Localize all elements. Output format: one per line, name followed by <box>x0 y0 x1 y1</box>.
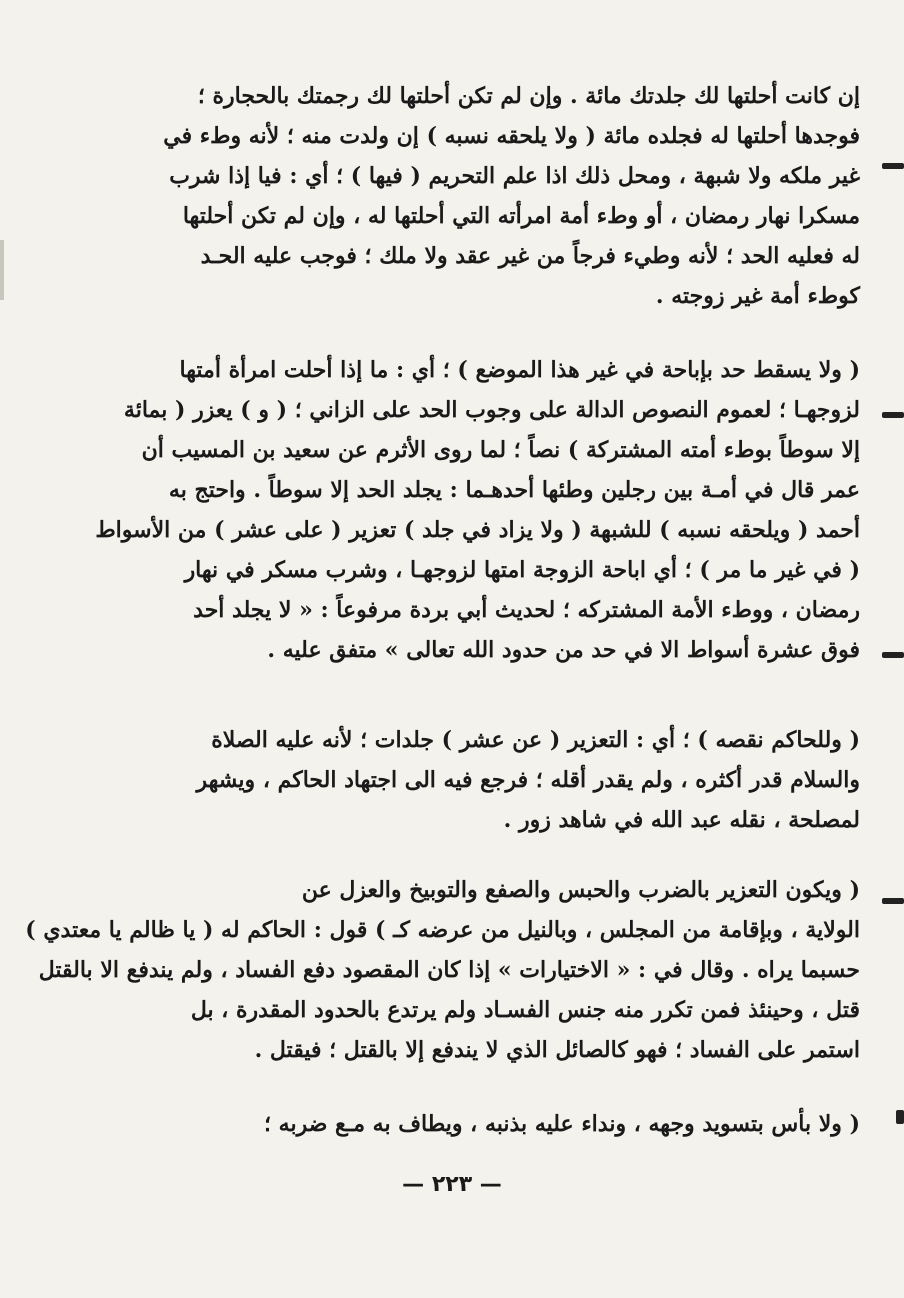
text-line: ( ولا بأس بتسويد وجهه ، ونداء عليه بذنبه ، ويطاف به مـع ضربه ؛ <box>264 1111 860 1137</box>
text-line: له فعليه الحد ؛ لأنه وطيء فرجاً من غير عقد ولا ملك ؛ فوجب عليه الحـد <box>200 243 860 269</box>
text-line: قتل ، وحينئذ فمن تكرر منه جنس الفسـاد ولم يرتدع بالحدود المقدرة ، بل <box>190 997 860 1023</box>
text-line: ( في غير ما مر ) ؛ أي اباحة الزوجة امتها لزوجهـا ، وشرب مسكر في نهار <box>184 557 860 583</box>
text-line: لمصلحة ، نقله عبد الله في شاهد زور . <box>503 807 860 833</box>
text-line: استمر على الفساد ؛ فهو كالصائل الذي لا يندفع إلا بالقتل ؛ فيقتل . <box>254 1037 860 1063</box>
margin-mark <box>882 898 904 904</box>
binding-shadow <box>0 240 4 300</box>
text-line: كوطء أمة غير زوجته . <box>655 283 860 309</box>
text-line: ( وللحاكم نقصه ) ؛ أي : التعزير ( عن عشر ) جلدات ؛ لأنه عليه الصلاة <box>211 727 860 753</box>
text-line: حسبما يراه . وقال في : « الاختيارات » إذا كان المقصود دفع الفساد ، ولم يندفع الا بالقتل <box>38 957 860 983</box>
text-line: إلا سوطاً بوطء أمته المشتركة ) نصاً ؛ لما روى الأثرم عن سعيد بن المسيب أن <box>141 437 860 463</box>
text-line: ( ولا يسقط حد بإباحة في غير هذا الموضع ) ؛ أي : ما إذا أحلت امرأة أمتها <box>179 357 860 383</box>
text-line: عمر قال في أمـة بين رجلين وطئها أحدهـما : يجلد الحد إلا سوطاً . واحتج به <box>168 477 860 503</box>
paragraph-2 <box>95 350 860 670</box>
margin-mark <box>882 652 904 658</box>
paragraph-4 <box>25 870 860 1070</box>
text-line: فوق عشرة أسواط الا في حد من حدود الله تعالى » متفق عليه . <box>267 637 860 663</box>
text-line: غير ملكه ولا شبهة ، ومحل ذلك اذا علم التحريم ( فيها ) ؛ أي : فيا إذا شرب <box>169 163 860 189</box>
margin-mark <box>882 163 904 169</box>
text-line: فوجدها أحلتها له فجلده مائة ( ولا يلحقه نسبه ) إن ولدت منه ؛ لأنه وطء في <box>163 123 860 149</box>
paragraph-1 <box>163 76 860 316</box>
page-number: — ٢٢٣ — <box>402 1172 502 1197</box>
text-line: لزوجهـا ؛ لعموم النصوص الدالة على وجوب الحد على الزاني ؛ ( و ) يعزر ( بمائة <box>123 397 860 423</box>
paragraph-5 <box>180 1104 860 1144</box>
paragraph-3 <box>180 720 860 840</box>
text-line: مسكرا نهار رمضان ، أو وطء أمة امرأته التي أحلتها له ، وإن لم تكن أحلتها <box>182 203 860 229</box>
text-line: والسلام قدر أكثره ، ولم يقدر أقله ؛ فرجع فيه الى اجتهاد الحاكم ، ويشهر <box>196 767 860 793</box>
text-line: رمضان ، ووطء الأمة المشتركه ؛ لحديث أبي بردة مرفوعاً : « لا يجلد أحد <box>193 597 860 623</box>
text-line: ( ويكون التعزير بالضرب والحبس والصفع والتوبيخ والعزل عن <box>301 877 860 903</box>
margin-mark <box>882 412 904 418</box>
text-line: إن كانت أحلتها لك جلدتك مائة . وإن لم تكن أحلتها لك رجمتك بالحجارة ؛ <box>197 83 860 109</box>
text-line: الولاية ، وبإقامة من المجلس ، وبالنيل من عرضه كـ ) قول : الحاكم له ( يا ظالم يا معتدي ) <box>25 917 860 943</box>
margin-mark <box>896 1110 904 1124</box>
text-line: أحمد ( ويلحقه نسبه ) للشبهة ( ولا يزاد في جلد ) تعزير ( على عشر ) من الأسواط <box>95 517 860 543</box>
